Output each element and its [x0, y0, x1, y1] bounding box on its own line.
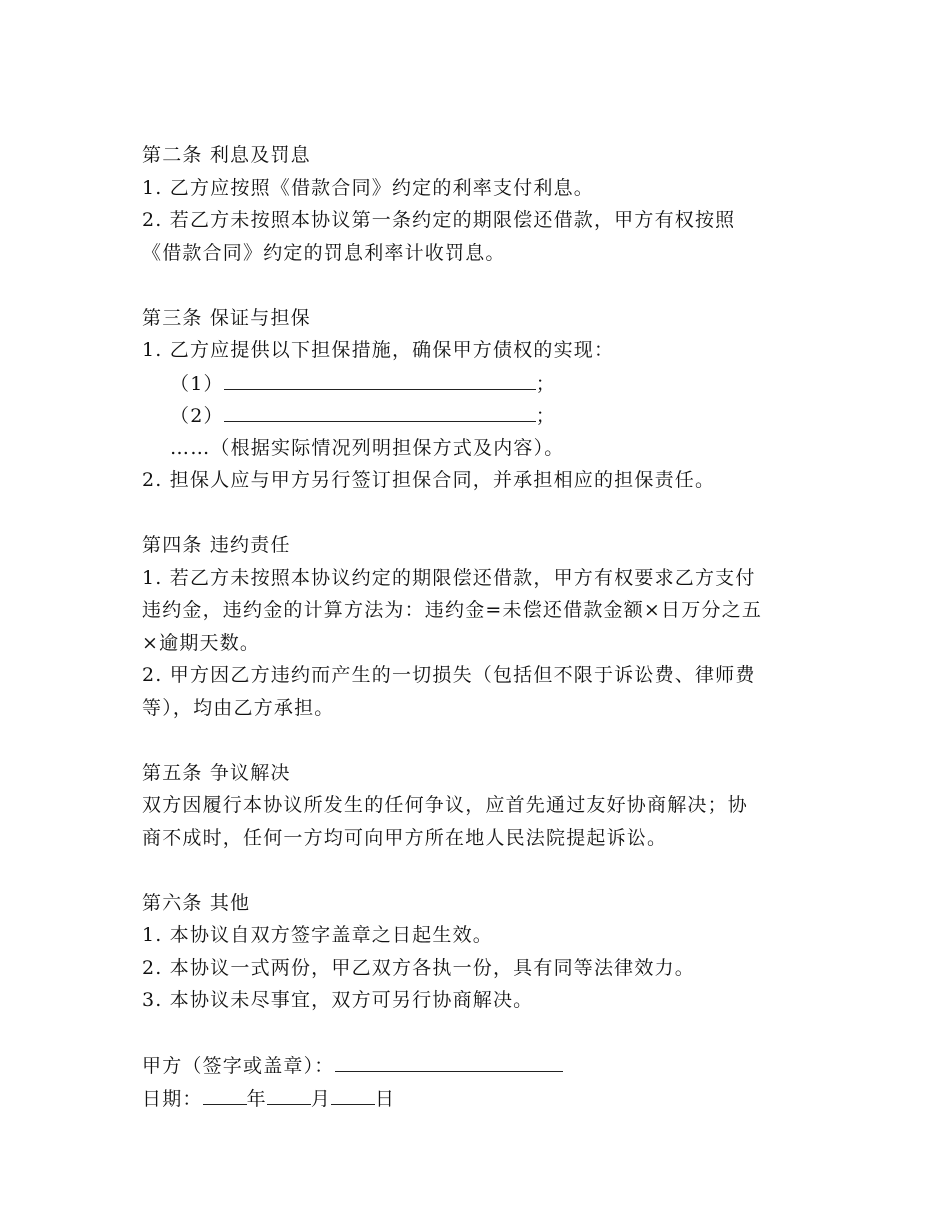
- article3-etc: ……（根据实际情况列明担保方式及内容）。: [170, 436, 565, 459]
- sub1-label: （1）: [170, 372, 224, 395]
- article4-line: 违约金，违约金的计算方法为：违约金=未偿还借款金额×日万分之五: [142, 599, 763, 621]
- party-a-label: 甲方（签字或盖章）：: [142, 1055, 335, 1077]
- article2-item1: 1. 乙方应按照《借款合同》约定的利率支付利息。: [142, 176, 594, 199]
- spacer: [142, 269, 822, 302]
- article3-sub1: [142, 367, 822, 400]
- month-label: 月: [310, 1087, 332, 1110]
- party-a-signature: [142, 1049, 822, 1082]
- spacer: [142, 854, 822, 887]
- day-blank: [331, 1082, 375, 1105]
- semicolon: ；: [535, 405, 556, 427]
- article3-item2: 2. 担保人应与甲方另行签订担保合同，并承担相应的担保责任。: [142, 469, 716, 491]
- document-body: [142, 139, 822, 1114]
- sub2-label: （2）: [170, 405, 224, 427]
- signature-blank: [335, 1049, 563, 1072]
- article5-line: 商不成时，任何一方均可向甲方所在地人民法院提起诉讼。: [142, 826, 668, 849]
- article5-line: 双方因履行本协议所发生的任何争议，应首先通过友好协商解决；协: [142, 794, 749, 816]
- article4-line: ×逾期天数。: [142, 631, 261, 654]
- article6-line: 1. 本协议自双方签字盖章之日起生效。: [142, 924, 493, 946]
- article3-item1: 1. 乙方应提供以下担保措施，确保甲方债权的实现：: [142, 339, 615, 361]
- spacer: [142, 1017, 822, 1050]
- article6-line: 2. 本协议一式两份，甲乙双方各执一份，具有同等法律效力。: [142, 956, 695, 979]
- article4-line: 2. 甲方因乙方违约而产生的一切损失（包括但不限于诉讼费、律师费: [142, 664, 756, 686]
- year-blank: [203, 1082, 247, 1105]
- article5-title: 第五条 争议解决: [142, 761, 291, 784]
- signature-date: [142, 1082, 822, 1115]
- article6-line: 3. 本协议未尽事宜，双方可另行协商解决。: [142, 989, 534, 1011]
- article4-line: 1. 若乙方未按照本协议约定的期限偿还借款，甲方有权要求乙方支付: [142, 566, 756, 589]
- semicolon: ；: [535, 372, 556, 395]
- article2-item2-line1: 2. 若乙方未按照本协议第一条约定的期限偿还借款，甲方有权按照: [142, 209, 736, 231]
- article3-title: 第三条 保证与担保: [142, 306, 311, 329]
- spacer: [142, 497, 822, 530]
- article4-title: 第四条 违约责任: [142, 534, 291, 556]
- year-label: 年: [246, 1087, 267, 1110]
- fill-blank: [224, 367, 536, 390]
- article4-line: 等），均由乙方承担。: [142, 696, 335, 719]
- day-label: 日: [375, 1087, 396, 1110]
- article6-title: 第六条 其他: [142, 891, 251, 914]
- fill-blank: [224, 399, 536, 422]
- spacer: [142, 724, 822, 757]
- article2-item2-line2: 《借款合同》约定的罚息利率计收罚息。: [142, 241, 506, 264]
- month-blank: [267, 1082, 311, 1105]
- article3-sub2: [142, 399, 822, 432]
- article2-title: 第二条 利息及罚息: [142, 144, 311, 166]
- date-label: 日期：: [142, 1087, 203, 1110]
